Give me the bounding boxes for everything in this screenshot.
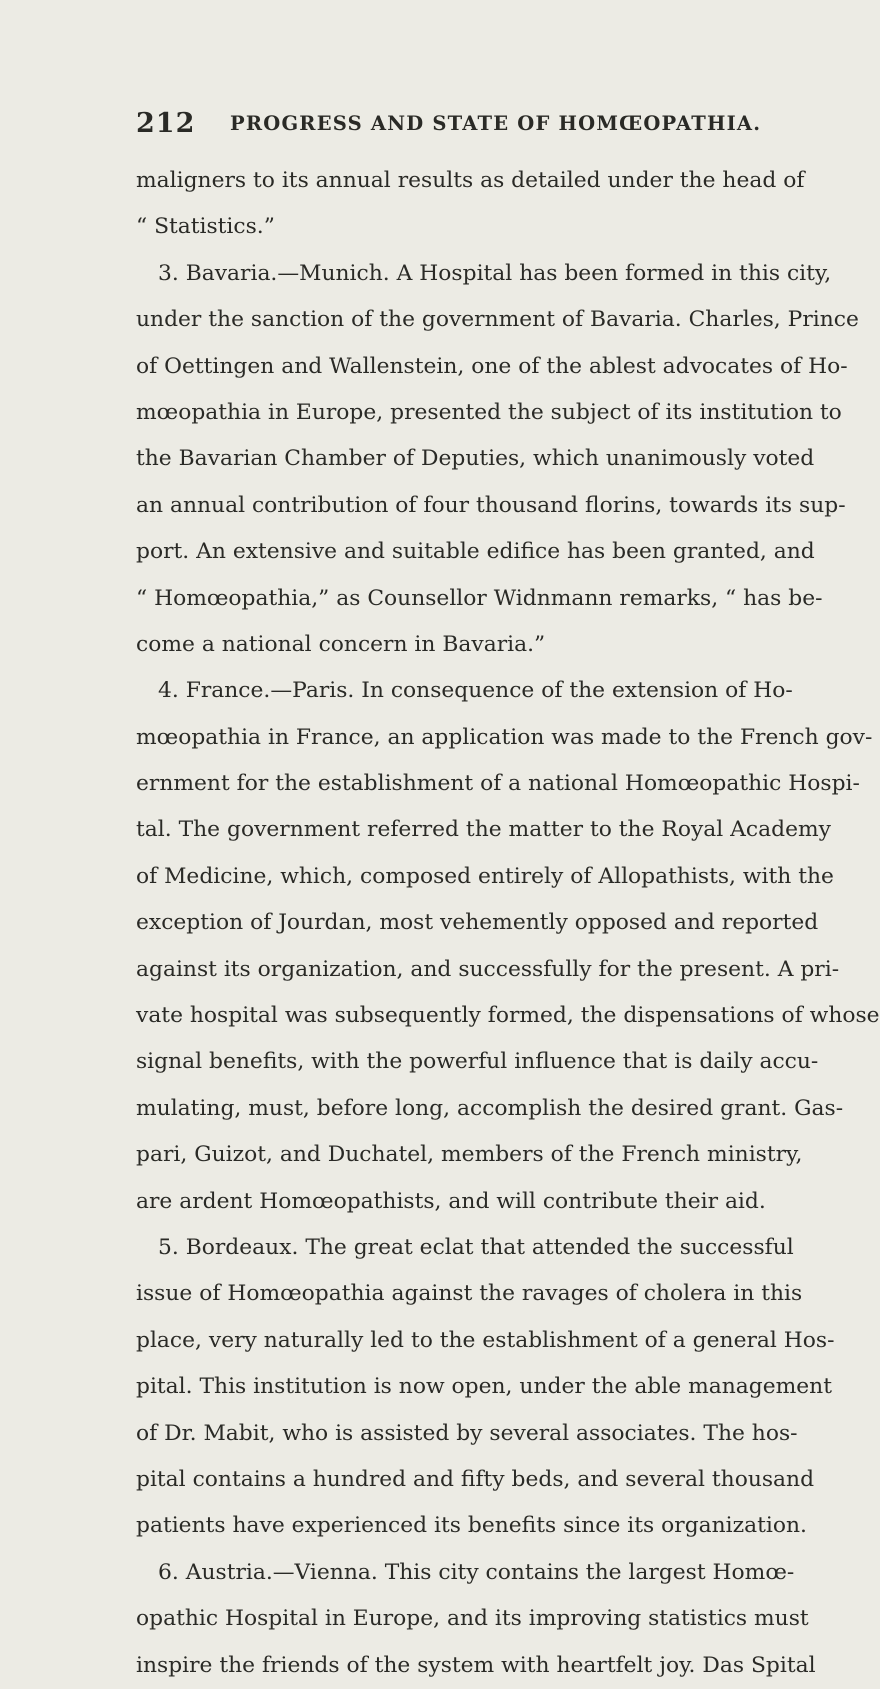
text-line: maligners to its annual results as detailed under the head of (136, 168, 805, 193)
text-line: pital. This institution is now open, under the able management (136, 1374, 832, 1400)
page-header (136, 108, 760, 142)
body-text (136, 158, 880, 1689)
text-line: 6. Austria.—Vienna. This city contains the largest Homœ- (158, 1559, 795, 1585)
text-line: of Dr. Mabit, who is assisted by several associates. The hos- (136, 1420, 798, 1446)
text-line: signal benefits, with the powerful influence that is daily accu- (136, 1049, 819, 1075)
text-line: patients have experienced its benefits since its organization. (136, 1513, 807, 1539)
text-line: “ Homœopathia,” as Counsellor Widnmann remarks, “ has be- (136, 585, 823, 611)
text-line: of Oettingen and Wallenstein, one of the ablest advocates of Ho- (136, 353, 848, 379)
text-line: 4. France.—Paris. In consequence of the extension of Ho- (158, 678, 793, 704)
text-line: 5. Bordeaux. The great eclat that attended the successful (158, 1234, 794, 1260)
text-line: place, very naturally led to the establishment of a general Hos- (136, 1327, 835, 1353)
text-line: exception of Jourdan, most vehemently opposed and reported (136, 910, 819, 936)
text-line: issue of Homœopathia against the ravages of cholera in this (136, 1281, 803, 1307)
text-line: of Medicine, which, composed entirely of Allopathists, with the (136, 863, 834, 889)
text-line: “ Statistics.” (136, 214, 275, 240)
text-line: opathic Hospital in Europe, and its improving statistics must (136, 1606, 809, 1632)
page-number: 212 (136, 108, 196, 139)
text-line: tal. The government referred the matter to the Royal Academy (136, 817, 831, 843)
text-line: 3. Bavaria.—Munich. A Hospital has been formed in this city, (158, 260, 832, 286)
running-title: PROGRESS AND STATE OF HOMŒOPATHIA. (230, 112, 762, 135)
text-line: ernment for the establishment of a national Homœopathic Hospi- (136, 771, 860, 797)
text-line: the Bavarian Chamber of Deputies, which unanimously voted (136, 446, 815, 472)
text-line: inspire the friends of the system with heartfelt joy. Das Spital (136, 1652, 816, 1678)
text-line: an annual contribution of four thousand florins, towards its sup- (136, 492, 846, 518)
text-line: mœopathia in Europe, presented the subject of its institution to (136, 399, 842, 425)
text-line: come a national concern in Bavaria.” (136, 631, 546, 657)
text-line: mœopathia in France, an application was made to the French gov- (136, 724, 873, 750)
text-line: pari, Guizot, and Duchatel, members of the French ministry, (136, 1142, 803, 1168)
text-line: are ardent Homœopathists, and will contribute their aid. (136, 1188, 766, 1214)
text-line: vate hospital was subsequently formed, the dispensations of whose (136, 1003, 880, 1029)
text-line: under the sanction of the government of Bavaria. Charles, Prince (136, 307, 859, 333)
text-line: port. An extensive and suitable edifice has been granted, and (136, 539, 815, 565)
text-line: against its organization, and successfully for the present. A pri- (136, 956, 840, 982)
text-line: pital contains a hundred and fifty beds, and several thousand (136, 1466, 815, 1492)
text-line: mulating, must, before long, accomplish the desired grant. Gas- (136, 1095, 844, 1121)
